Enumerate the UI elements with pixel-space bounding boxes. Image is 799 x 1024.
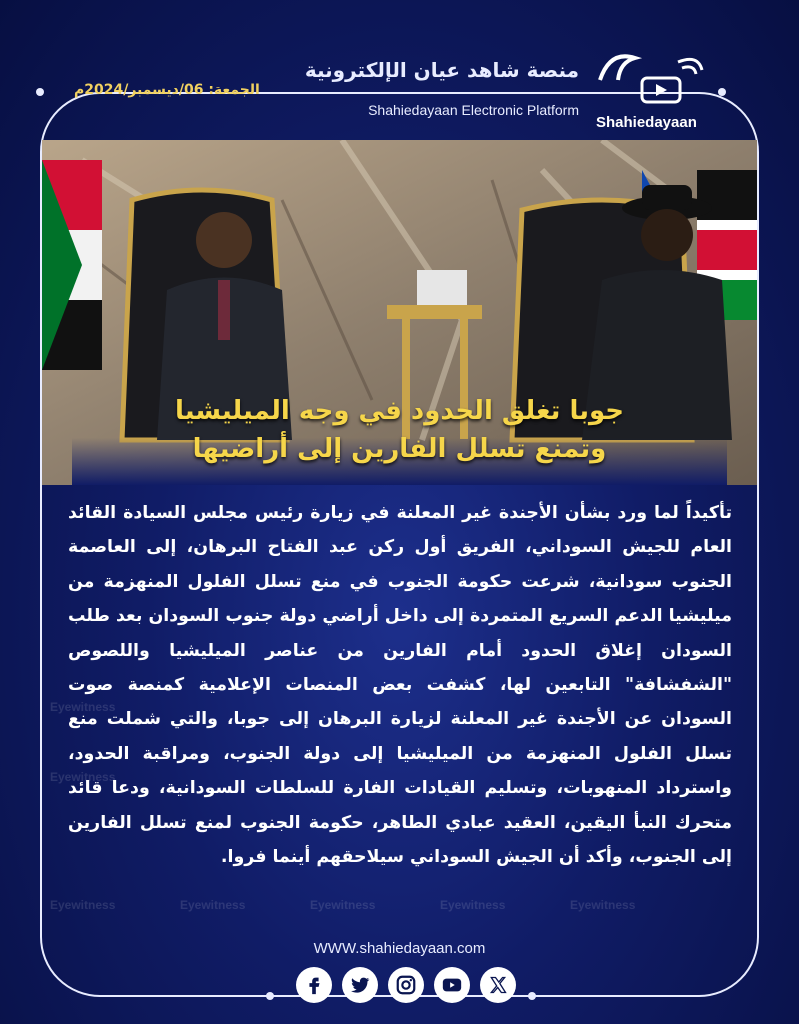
facebook-icon[interactable] bbox=[296, 967, 332, 1003]
article-headline bbox=[42, 392, 757, 468]
brand-name-english: Shahiedayaan Electronic Platform bbox=[368, 102, 579, 118]
logo-caption: Shahiedayaan bbox=[596, 114, 697, 131]
watermark: Eyewitness bbox=[50, 898, 116, 912]
frame-dot bbox=[528, 992, 536, 1000]
brand-name-arabic: منصة شاهد عيان الإلكترونية bbox=[304, 58, 579, 82]
article-body: تأكيداً لما ورد بشأن الأجندة غير المعلنة في زيارة رئيس مجلس السيادة القائد العام للجيش السوداني، الفريق أول ركن عبد الفتاح البرهان، إلى العاصمة الجنوب سودانية، شرعت حكومة الجنوب في منع تسلل الفلول المنهزمة من ميليشيا الدعم السريع المتمردة إلى داخل أراضي دولة جنوب السودان بعد طلب السودان إغلاق الحدود أمام الفارين من عناصر الميليشيا واللصوص "الشفشافة" التابعين لها، كشفت بعض المنصات الإعلامية كمنصة صوت السودان عن الأجندة غير المعلنة لزيارة البرهان إلى جوبا، والتي شملت منع تسلل الفلول المنهزمة من الميليشيا إلى دولة الجنوب، ومراقبة الحدود، واسترداد المنهوبات، وتسليم القيادات الفارة للسلطات السودانية، ودعا قائد متحرك النبأ اليقين، العقيد عبادي الطاهر، حكومة الجنوب لمنع تسلل الفارين إلى الجنوب، وأكد أن الجيش السوداني سيلاحقهم أينما فروا. bbox=[68, 503, 732, 868]
date-text: الجمعة: 06/ديسمبر/2024م bbox=[74, 82, 260, 98]
website-url[interactable]: WWW.shahiedayaan.com bbox=[313, 940, 486, 957]
watermark: Eyewitness bbox=[310, 898, 376, 912]
twitter-icon[interactable] bbox=[342, 967, 378, 1003]
frame-dot bbox=[718, 88, 726, 96]
instagram-icon[interactable] bbox=[388, 967, 424, 1003]
watermark: Eyewitness bbox=[180, 898, 246, 912]
watermark: Eyewitness bbox=[440, 898, 506, 912]
publish-date bbox=[74, 82, 260, 98]
watermark: Eyewitness bbox=[50, 700, 116, 714]
social-links bbox=[286, 967, 526, 1007]
headline-line-1: جوبا تغلق الحدود في وجه الميليشيا bbox=[174, 396, 625, 426]
watermark: Eyewitness bbox=[50, 770, 116, 784]
watermark: Eyewitness bbox=[570, 898, 636, 912]
frame-dot bbox=[36, 88, 44, 96]
frame-dot bbox=[266, 992, 274, 1000]
youtube-icon[interactable] bbox=[434, 967, 470, 1003]
headline-line-2: وتمنع تسلل الفارين إلى أراضيها bbox=[192, 434, 607, 464]
header-divider bbox=[318, 92, 580, 94]
shahiedayaan-logo bbox=[590, 40, 710, 120]
x-icon[interactable] bbox=[480, 967, 516, 1003]
